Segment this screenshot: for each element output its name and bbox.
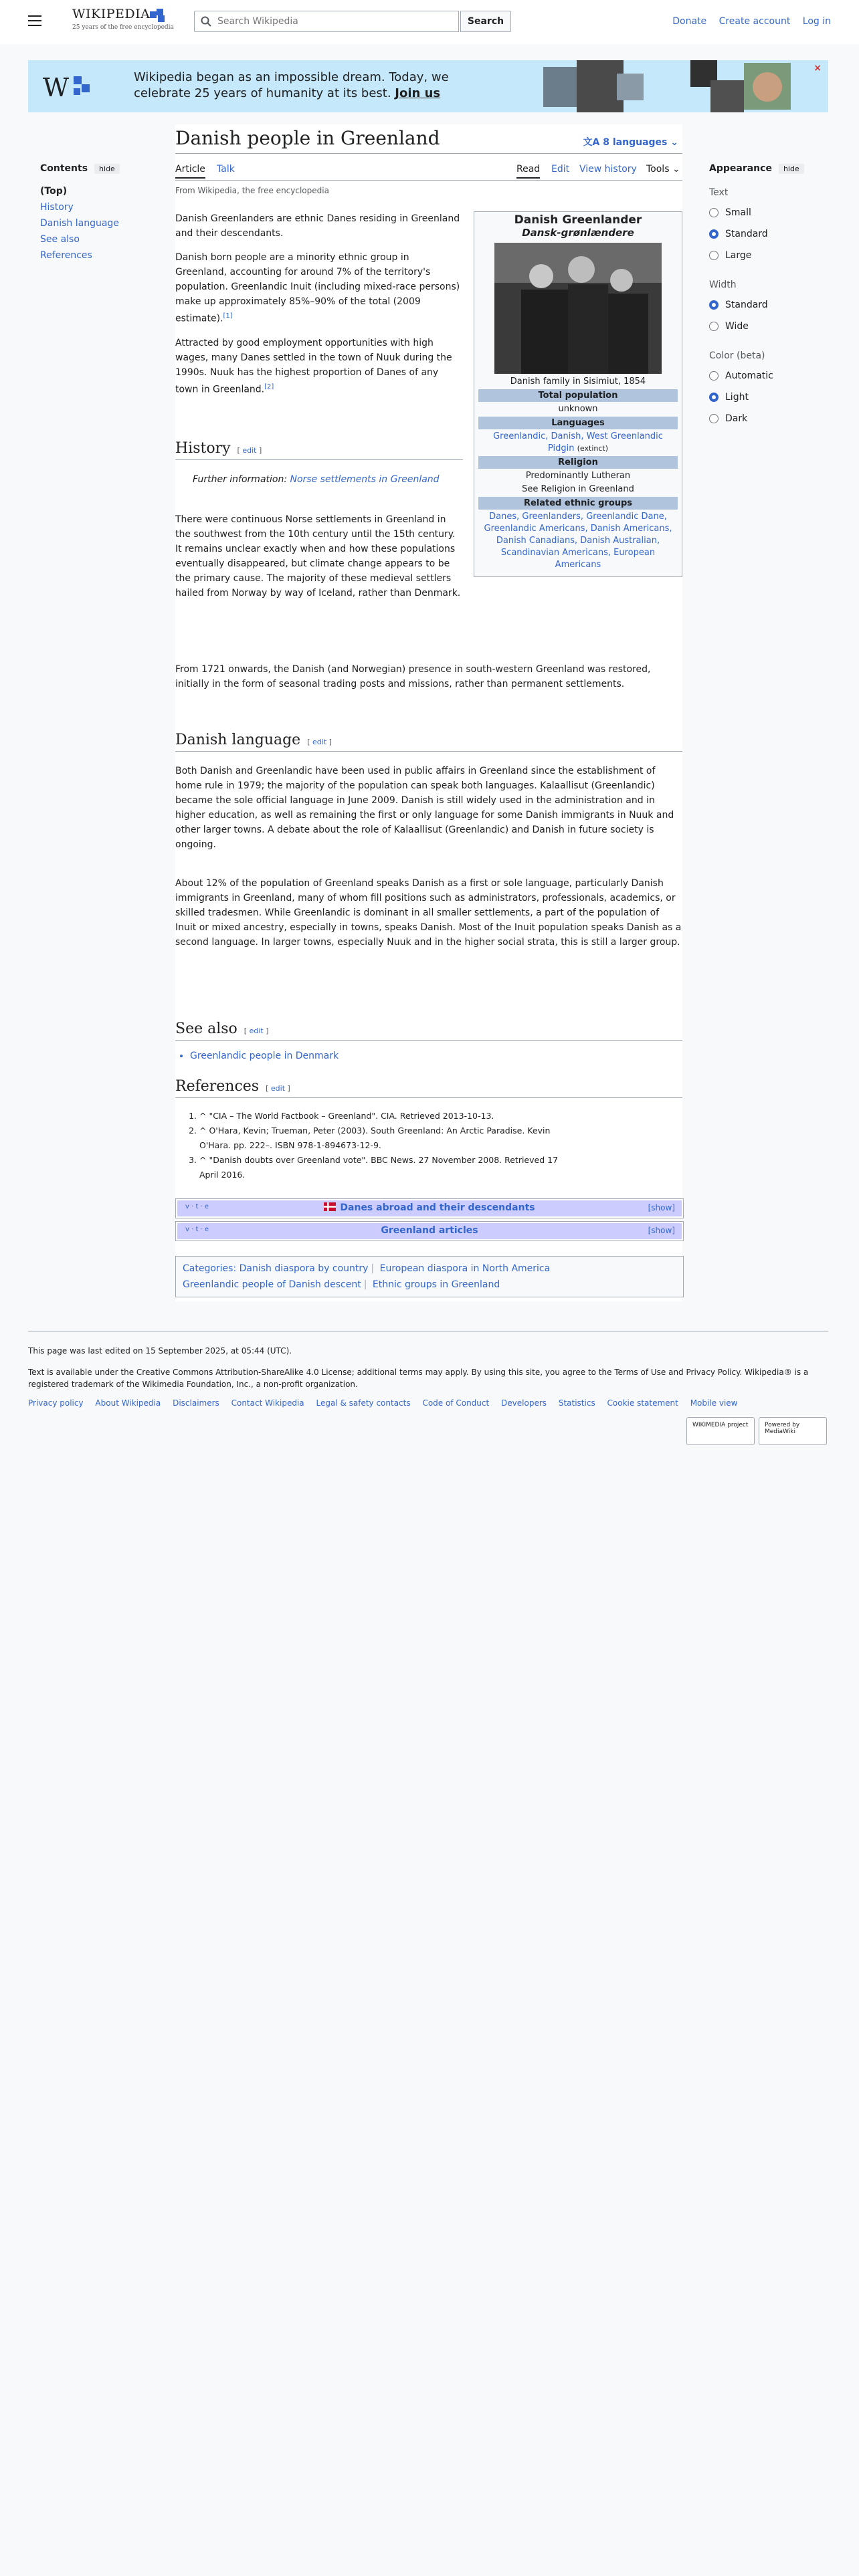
- infobox-religion[interactable]: Predominantly Lutheran: [525, 471, 631, 481]
- infobox-related[interactable]: Danes, Greenlanders, Greenlandic Dane, Greenlandic Americans, Danish Americans, Danish Canadians, Danish Australian, Scandinavian Americans, European Americans: [484, 512, 672, 570]
- navbox-vte-links[interactable]: v · t · e: [185, 1226, 209, 1233]
- text-size-standard-radio[interactable]: Standard: [709, 223, 830, 245]
- wikipedia-wordmark[interactable]: WIKIPEDIA: [72, 7, 151, 21]
- donate-link[interactable]: Donate: [672, 16, 707, 27]
- infobox-caption: Danish family in Sisimiut, 1854: [510, 377, 646, 387]
- references-edit-link[interactable]: edit: [270, 1084, 286, 1093]
- footer-link[interactable]: Disclaimers: [173, 1398, 219, 1408]
- banner-collage-image: [516, 60, 797, 112]
- puzzle-globe-icon[interactable]: [149, 7, 167, 23]
- intro-paragraph-2: Danish born people are a minority ethnic group in Greenland, accounting for around 7% of the territory's population. Greenlandic Inuit (including mixed-race persons) make up approximately 85%–90% of the total (2009 estimate).[1]: [175, 252, 460, 324]
- footer-link[interactable]: Cookie statement: [607, 1398, 678, 1408]
- denmark-flag-icon: [324, 1202, 336, 1211]
- reference-item: 1. ^ "CIA – The World Factbook – Greenland". CIA. Retrieved 2013-10-13.: [199, 1109, 574, 1123]
- wikimedia-project-badge[interactable]: WIKIMEDIA project: [686, 1417, 755, 1445]
- powered-by-mediawiki-badge[interactable]: Powered by MediaWiki: [759, 1417, 827, 1445]
- tab-tools[interactable]: Tools ⌄: [646, 164, 680, 175]
- search-button[interactable]: Search: [460, 11, 511, 32]
- tab-edit[interactable]: Edit: [551, 164, 570, 175]
- intro-paragraph-1: Danish Greenlanders are ethnic Danes residing in Greenland and their descendants.: [175, 213, 460, 239]
- join-us-link[interactable]: Join us: [395, 86, 441, 100]
- footer-link[interactable]: Legal & safety contacts: [316, 1398, 411, 1408]
- w25-logo-icon: [43, 71, 96, 103]
- text-size-label: Text: [709, 187, 729, 198]
- infobox-related-label: Related ethnic groups: [478, 497, 678, 510]
- category-link[interactable]: Ethnic groups in Greenland: [372, 1279, 500, 1290]
- language-paragraph-1: Both Danish and Greenlandic have been used in public affairs in Greenland since the establishment of home rule in 1979; the majority of the population can speak both languages. Kalaallisut (Greenlandic) became the sole official language in June 2009. Danish is still widely used in the administration and in higher education, as well as remaining the first or only language for some Danish immigrants in Nuuk and other larger towns. A debate about the role of Kalaallisut (Greenlandic) and Danish in future society is ongoing.: [175, 766, 674, 850]
- infobox-religion-label: Religion: [478, 456, 678, 469]
- language-paragraph-2: About 12% of the population of Greenland speaks Danish as a first or sole language, particularly Danish immigrants in Greenland, many of whom fill positions such as administrators, professionals, academics, or skilled tradesmen. While Greenlandic is dominant in all smaller settlements, a part of the population of Inuit or mixed ancestry, especially in towns, speaks Danish. Most of the Inuit population speaks Danish as a second language. In larger towns, especially Nuuk and in the higher social strata, this is still a larger group.: [175, 878, 682, 948]
- footer-link[interactable]: Mobile view: [690, 1398, 738, 1408]
- toc-item-top[interactable]: (Top): [40, 186, 68, 197]
- banner-text: Wikipedia began as an impossible dream. Today, we celebrate 25 years of humanity at its best. Join us: [134, 70, 449, 100]
- history-paragraph-1: There were continuous Norse settlements in Greenland in the southwest from the 10th century until the 15th century. It remains unclear exactly when and how these populations eventually disappeared, but climate change appears to be the primary cause. The majority of these medieval settlers hailed from Norway by way of Iceland, rather than Denmark.: [175, 514, 461, 599]
- create-account-link[interactable]: Create account: [719, 16, 791, 27]
- infobox: [474, 211, 682, 577]
- infobox-subtitle: Dansk-grønlændere: [522, 227, 634, 239]
- page-footer: [28, 1331, 828, 1435]
- category-link[interactable]: Danish diaspora by country: [239, 1263, 369, 1274]
- references-list: [185, 1109, 574, 1182]
- category-link[interactable]: European diaspora in North America: [379, 1263, 551, 1274]
- toc-title: Contents: [40, 163, 88, 174]
- login-link[interactable]: Log in: [802, 16, 831, 27]
- languages-button[interactable]: 文A 8 languages ⌄: [583, 137, 678, 148]
- tab-talk[interactable]: Talk: [217, 164, 235, 175]
- appearance-panel: [709, 163, 830, 429]
- toc-item-danish-language[interactable]: Danish language: [40, 218, 119, 229]
- toc-item-history[interactable]: History: [40, 202, 74, 213]
- width-standard-radio[interactable]: Standard: [709, 294, 830, 316]
- site-header: [0, 0, 859, 44]
- category-link[interactable]: Greenlandic people of Danish descent: [183, 1279, 361, 1290]
- license-text: Text is available under the Creative Commons Attribution-ShareAlike 4.0 License; additional terms may apply. By using this site, you agree to the Terms of Use and Privacy Policy. Wikipedia® is a registered trademark of the Wikimedia Foundation, Inc., a non-profit organization.: [28, 1368, 809, 1389]
- footer-link[interactable]: Privacy policy: [28, 1398, 84, 1408]
- color-label: Color (beta): [709, 350, 765, 361]
- navbox-title[interactable]: Greenland articles: [381, 1225, 478, 1236]
- navbox-show-toggle[interactable]: [show]: [648, 1226, 675, 1235]
- color-dark-radio[interactable]: Dark: [709, 408, 830, 429]
- page-title: Danish people in Greenland: [175, 127, 682, 154]
- article-content: [175, 124, 682, 1301]
- user-links: [663, 16, 831, 27]
- reference-item: 2. ^ O'Hara, Kevin; Trueman, Peter (2003). South Greenland: An Arctic Paradise. Kevin O'Hara. pp. 222–. ISBN 978-1-894673-12-9.: [199, 1123, 574, 1153]
- see-also-list: [175, 1049, 339, 1063]
- last-edited: This page was last edited on 15 September 2025, at 05:44 (UTC).: [28, 1346, 292, 1356]
- footer-link[interactable]: Contact Wikipedia: [231, 1398, 304, 1408]
- footer-link[interactable]: Statistics: [558, 1398, 595, 1408]
- footer-link[interactable]: Code of Conduct: [422, 1398, 490, 1408]
- navbox-greenland-articles: [175, 1221, 684, 1241]
- color-automatic-radio[interactable]: Automatic: [709, 365, 830, 387]
- search-box: [194, 11, 459, 32]
- search-input[interactable]: [194, 11, 459, 32]
- history-paragraph-2: From 1721 onwards, the Danish (and Norwegian) presence in south-western Greenland was restored, initially in the form of seasonal trading posts and missions, rather than permanent settlements.: [175, 664, 651, 689]
- toc-item-see-also[interactable]: See also: [40, 234, 80, 245]
- width-wide-radio[interactable]: Wide: [709, 316, 830, 337]
- infobox-title: Danish Greenlander: [514, 213, 642, 227]
- footer-link[interactable]: About Wikipedia: [95, 1398, 161, 1408]
- toc-hide-button[interactable]: hide: [94, 164, 120, 174]
- footer-link[interactable]: Developers: [501, 1398, 547, 1408]
- table-of-contents: [40, 163, 147, 261]
- tab-article[interactable]: Article: [175, 164, 205, 179]
- categories-label[interactable]: Categories:: [183, 1263, 237, 1274]
- site-sub: From Wikipedia, the free encyclopedia: [175, 186, 329, 195]
- navbox-show-toggle[interactable]: [show]: [648, 1203, 675, 1212]
- infobox-languages: Greenlandic, Danish, West Greenlandic Pidgin (extinct): [493, 431, 663, 453]
- tab-read[interactable]: Read: [516, 164, 540, 179]
- text-size-small-radio[interactable]: Small: [709, 202, 830, 223]
- categories-box: Categories: Danish diaspora by country | European diaspora in North America Greenlandic people of Danish descent | Ethnic groups in Greenland: [175, 1256, 684, 1297]
- main-menu-icon[interactable]: [28, 15, 41, 26]
- language-edit-link[interactable]: edit: [312, 738, 327, 746]
- appearance-title: Appearance: [709, 163, 772, 174]
- text-size-large-radio[interactable]: Large: [709, 245, 830, 266]
- references-heading: References [ edit ]: [175, 1078, 682, 1098]
- see-also-heading: See also [ edit ]: [175, 1021, 682, 1041]
- tab-view-history[interactable]: View history: [579, 164, 637, 175]
- color-light-radio[interactable]: Light: [709, 387, 830, 408]
- appearance-hide-button[interactable]: hide: [779, 164, 804, 174]
- toc-item-references[interactable]: References: [40, 250, 92, 261]
- banner-close-button[interactable]: ×: [814, 63, 822, 74]
- infobox-religion-see[interactable]: See Religion in Greenland: [522, 484, 634, 494]
- see-also-item[interactable]: • Greenlandic people in Denmark: [190, 1049, 339, 1063]
- norse-settlements-link[interactable]: Norse settlements in Greenland: [290, 474, 440, 485]
- infobox-total-population: unknown: [558, 404, 598, 414]
- navbox-danes-abroad: [175, 1198, 684, 1218]
- infobox-total-population-label: Total population: [478, 389, 678, 402]
- svg-text:W: W: [43, 73, 70, 102]
- width-label: Width: [709, 280, 737, 290]
- navbox-vte-links[interactable]: v · t · e: [185, 1203, 209, 1210]
- danish-language-heading: Danish language [ edit ]: [175, 732, 682, 752]
- see-also-edit-link[interactable]: edit: [249, 1027, 264, 1035]
- wikipedia-tagline: 25 years of the free encyclopedia: [72, 24, 174, 31]
- history-hatnote: Further information: Norse settlements in Greenland: [193, 474, 440, 485]
- footer-links: [28, 1398, 828, 1408]
- reference-item: 3. ^ "Danish doubts over Greenland vote". BBC News. 27 November 2008. Retrieved 17 April 2016.: [199, 1153, 574, 1182]
- intro-paragraph-3: Attracted by good employment opportunities with high wages, many Danes settled in the town of Nuuk during the 1990s. Nuuk has the highest proportion of Danes of any town in Greenland.[2]: [175, 337, 452, 395]
- danish-family-photo[interactable]: [494, 243, 662, 374]
- history-heading: History [ edit ]: [175, 440, 463, 460]
- history-edit-link[interactable]: edit: [242, 446, 257, 455]
- navbox-title[interactable]: Danes abroad and their descendants: [177, 1202, 682, 1213]
- search-icon: [201, 16, 211, 27]
- infobox-languages-label: Languages: [478, 417, 678, 429]
- page-tabs: [175, 163, 682, 181]
- intro-paragraphs: [175, 211, 463, 397]
- fundraising-banner: [28, 60, 828, 112]
